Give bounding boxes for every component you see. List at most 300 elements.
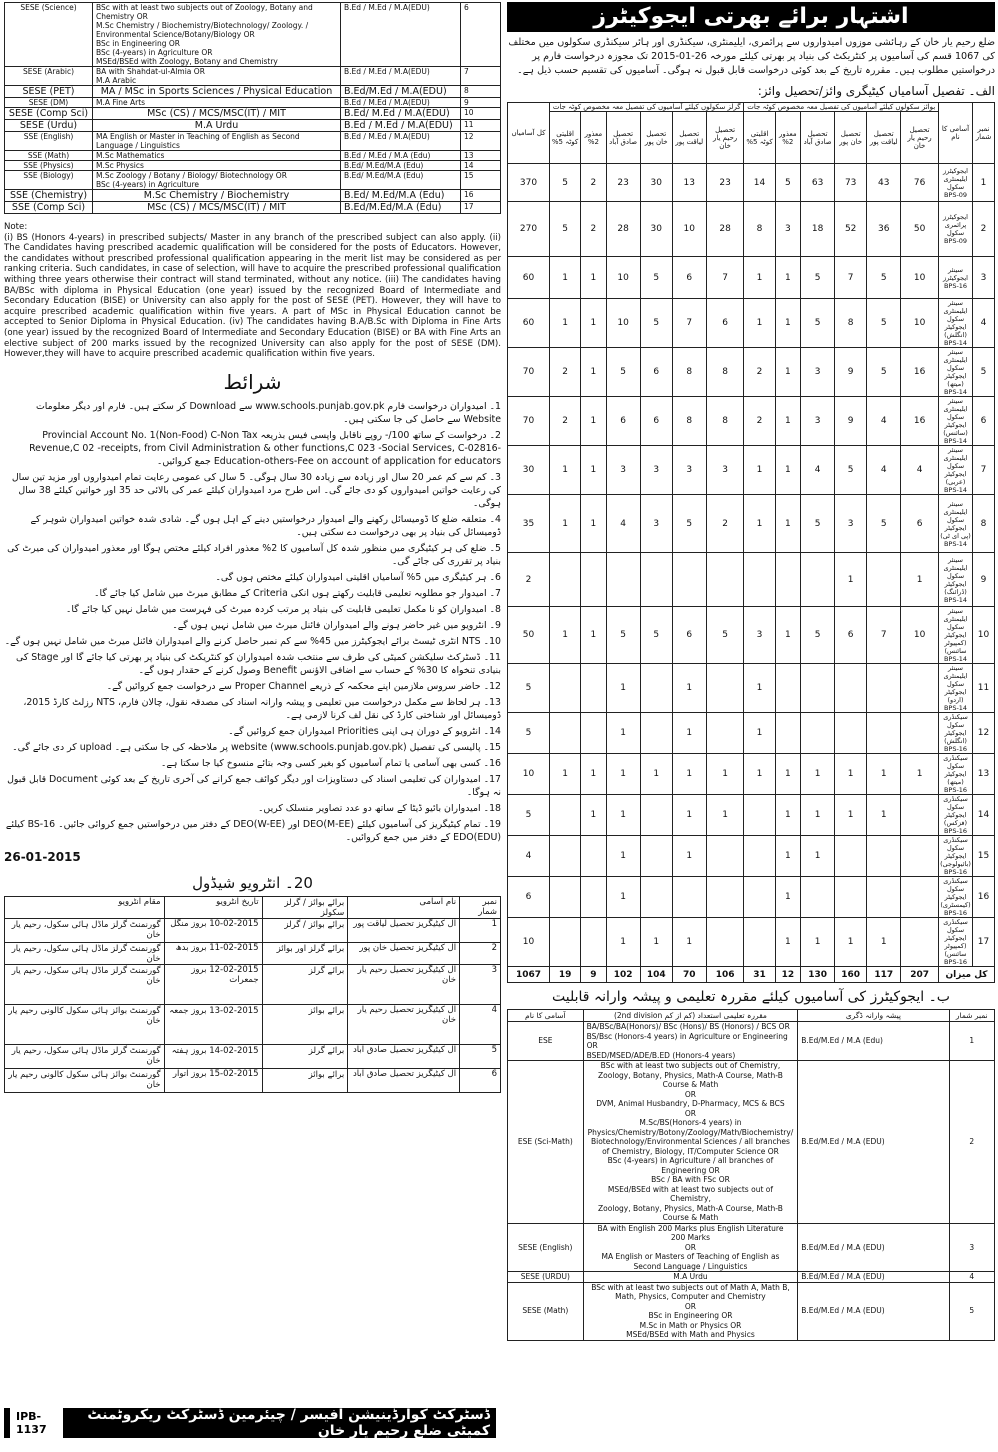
vacancy-row	[508, 202, 995, 257]
boys-count-cell: 43	[867, 164, 901, 202]
condition-item: 7۔ امیدوار جو مطلوبہ تعلیمی قابلیت رکھتے ہوں انکی Criteria کے مطابق میرٹ میں شامل کیا جائے گا۔	[93, 587, 501, 599]
professional-degree-cell: B.Ed/ M.Ed/M.A (Edu)	[341, 161, 461, 171]
serial-number-cell: 1	[949, 1022, 994, 1061]
schedule-cell: 15-02-2015 بروز اتوار	[164, 1068, 262, 1092]
boys-count-cell: 1	[744, 713, 775, 754]
girls-count-cell: 1	[550, 607, 581, 664]
serial-number-cell: 11	[461, 120, 501, 132]
boys-count-cell: 1	[867, 795, 901, 836]
girls-count-cell: 7	[672, 299, 706, 348]
professional-degree-cell: B.Ed/M.Ed / M.A (EDU)	[798, 1272, 949, 1283]
vacancy-row	[508, 446, 995, 495]
professional-degree-cell: B.Ed/M.Ed / M.A (EDU)	[798, 1061, 949, 1224]
post-name-cell: سینئر ایلیمنٹری سکول ایجوکیٹر (انگلش) BPS-14	[939, 299, 973, 348]
post-name-cell: SSE (Biology)	[5, 171, 93, 190]
vacancy-row	[508, 754, 995, 795]
post-name-cell: SSE (Math)	[5, 151, 93, 161]
boys-count-cell: 3	[744, 607, 775, 664]
boys-count-cell: 9	[835, 348, 867, 397]
qualification-row	[508, 1272, 995, 1283]
vacancy-section-title: الف۔ تفصیل آسامیاں کیٹیگری وائز/تحصیل وائز:	[757, 84, 995, 98]
total-cell: 10	[508, 918, 550, 967]
girls-count-cell: 1	[550, 299, 581, 348]
boys-count-cell	[867, 553, 901, 607]
total-cell: 10	[508, 754, 550, 795]
boys-count-cell	[901, 795, 939, 836]
serial-number-cell: 6	[461, 3, 501, 67]
girls-count-cell	[706, 877, 744, 918]
girls-count-cell	[640, 713, 672, 754]
post-name-cell: SESE (Comp Sci)	[5, 108, 93, 120]
girls-count-cell	[640, 664, 672, 713]
post-name-cell: سینئر ایلیمنٹری سکول ایجوکیٹر (اردو) BPS-14	[939, 664, 973, 713]
girls-count-cell: 1	[550, 495, 581, 553]
vacancy-row	[508, 836, 995, 877]
table-row	[5, 190, 501, 202]
vacancy-row	[508, 348, 995, 397]
note-title: Note:	[4, 222, 28, 232]
girls-count-cell: 5	[640, 299, 672, 348]
boys-count-cell: 52	[835, 202, 867, 257]
condition-item: 4۔ متعلقہ ضلع کا ڈومیسائل رکھنے والے امیدوار درخواستیں دینے کے اہل ہوں گے۔ شادی شدہ خواتین امیدواران شوہر کے ڈومیسائل کی بنیاد پر بھی درخواست دے سکتی ہیں۔	[30, 513, 501, 538]
girls-count-cell: 5	[550, 164, 581, 202]
girls-count-cell: 28	[706, 202, 744, 257]
boys-count-cell: 5	[801, 257, 835, 299]
note-section	[4, 222, 501, 360]
boys-count-cell: 1	[867, 754, 901, 795]
boys-count-cell: 9	[835, 397, 867, 446]
footer-bar	[4, 1408, 496, 1438]
boys-count-cell	[901, 918, 939, 967]
condition-item: 19۔ تمام کیٹیگریز کی آسامیوں کیلئے DEO(M-EE) اور DEO(W-EE) کے دفتر میں درخواستیں جمع کروائی جائیں۔ BS-16 کیلئے EDO(EDU) کے دفتر میں جمع کروائیں۔	[5, 818, 501, 843]
boys-count-cell	[801, 553, 835, 607]
girls-count-cell: 23	[606, 164, 640, 202]
professional-degree-cell: B.Ed/M.Ed / M.A (EDU)	[798, 1223, 949, 1272]
total-cell: 4	[508, 836, 550, 877]
boys-count-cell: 1	[867, 918, 901, 967]
boys-count-cell	[835, 664, 867, 713]
boys-count-cell: 1	[835, 795, 867, 836]
boys-count-cell	[744, 553, 775, 607]
girls-count-cell	[706, 836, 744, 877]
girls-count-cell: 1	[550, 754, 581, 795]
serial-number-cell: 15	[973, 836, 995, 877]
girls-count-cell	[550, 918, 581, 967]
right-column	[507, 2, 995, 1341]
serial-number-cell: 11	[973, 664, 995, 713]
boys-count-cell: 7	[835, 257, 867, 299]
boys-count-cell: 8	[835, 299, 867, 348]
condition-item: 18۔ امیدواران بائیو ڈیٹا کے ساتھ دو عدد تصاویر منسلک کریں۔	[257, 802, 501, 814]
girls-count-cell	[640, 877, 672, 918]
girls-count-cell	[706, 713, 744, 754]
schedule-cell: 10-02-2015 بروز منگل	[164, 918, 262, 942]
qualification-cell: MA / MSc in Sports Sciences / Physical Education	[93, 86, 341, 98]
girls-count-cell: 1	[706, 754, 744, 795]
total-cell: 70	[508, 397, 550, 446]
boys-count-cell: 63	[801, 164, 835, 202]
girls-count-cell: 8	[672, 397, 706, 446]
boys-count-cell: 1	[744, 754, 775, 795]
total-cell: 70	[508, 348, 550, 397]
schedule-cell: 6	[460, 1068, 501, 1092]
serial-number-cell: 10	[973, 607, 995, 664]
boys-count-cell: 7	[867, 607, 901, 664]
boys-count-cell: 1	[801, 836, 835, 877]
boys-count-cell: 1	[775, 299, 800, 348]
total-cell: 5	[508, 664, 550, 713]
boys-count-cell: 1	[775, 495, 800, 553]
table-row	[5, 67, 501, 86]
girls-count-cell: 5	[640, 257, 672, 299]
girls-count-cell: 6	[640, 348, 672, 397]
serial-number-cell: 13	[461, 151, 501, 161]
boys-count-cell: 1	[744, 495, 775, 553]
girls-count-cell: 1	[581, 795, 606, 836]
qualification-header: پیشہ وارانہ ڈگری	[798, 1010, 949, 1022]
schedule-cell: گورنمنٹ بوائز ہائی سکول کالونی رحیم یار خان	[5, 1004, 165, 1044]
intro-paragraph: ضلع رحیم یار خان کے رہائشی موزوں امیدواروں سے پرائمری، ایلیمنٹری، سیکنڈری اور ہائر سیکنڈری سکولوں میں مختلف کی 1067 قسم کی آسامیوں پر کنٹریکٹ کی بنیاد پر بھرتی کیلئے مورخہ 26-01-2015 تک مجوزہ درخواست فارم پر درخواستیں مطلوب ہیں۔ مقررہ تاریخ کے بعد کوئی درخواست قابل قبول نہ ہوگی۔ آسامیوں کی تقسیم حسب ذیل ہے۔	[508, 37, 995, 76]
vacancy-header: اقلیتی کوٹہ 5%	[744, 112, 775, 164]
total-cell: 60	[508, 299, 550, 348]
post-name-cell: SESE (Arabic)	[5, 67, 93, 86]
schedule-title: 20۔ انٹرویو شیڈول	[192, 873, 313, 892]
schedule-header: تاریخ انٹرویو	[164, 896, 262, 918]
schedule-cell: 3	[460, 964, 501, 1004]
qualification-section-title: ب۔ ایجوکیٹرز کی آسامیوں کیلئے مقررہ تعلیمی و پیشہ وارانہ قابلیت	[552, 989, 950, 1005]
qualification-row	[508, 1022, 995, 1061]
total-cell: 270	[508, 202, 550, 257]
serial-number-cell: 12	[461, 132, 501, 151]
girls-count-cell: 10	[606, 299, 640, 348]
professional-degree-cell: B.Ed/M.Ed / M.A(EDU)	[341, 86, 461, 98]
boys-count-cell	[744, 836, 775, 877]
table-row	[5, 108, 501, 120]
vacancy-header: آسامی کا نام	[939, 103, 973, 164]
post-name-cell: SESE (Urdu)	[5, 120, 93, 132]
table-row	[5, 202, 501, 214]
post-name-cell: سینئر ایلیمنٹری سکول ایجوکیٹر (پی ای ٹی) BPS-14	[939, 495, 973, 553]
condition-item: 9۔ انٹرویو میں غیر حاضر ہونے والے امیدواران فائنل میرٹ میں شامل نہیں ہوں گے۔	[172, 619, 501, 631]
girls-count-cell: 1	[581, 607, 606, 664]
qualification-cell: BA with Shahdat-ul-Almia OR M.A Arabic	[93, 67, 341, 86]
vacancy-row	[508, 164, 995, 202]
schedule-cell: آل کیٹیگریز تحصیل رحیم یار خان	[348, 964, 460, 1004]
post-name-cell: SSE (Physics)	[5, 161, 93, 171]
boys-total-cell: 160	[835, 967, 867, 983]
serial-number-cell: 17	[461, 202, 501, 214]
girls-count-cell: 2	[581, 164, 606, 202]
boys-count-cell: 76	[901, 164, 939, 202]
table-row	[5, 171, 501, 190]
girls-count-cell: 6	[672, 257, 706, 299]
boys-count-cell	[835, 713, 867, 754]
serial-number-cell: 13	[973, 754, 995, 795]
girls-count-cell	[550, 877, 581, 918]
vacancy-header: معذور 2%	[775, 112, 800, 164]
girls-count-cell: 1	[606, 877, 640, 918]
boys-count-cell: 1	[901, 754, 939, 795]
girls-count-cell: 6	[672, 607, 706, 664]
boys-count-cell: 5	[801, 495, 835, 553]
post-name-cell: SSE (Comp Sci)	[5, 202, 93, 214]
post-name-cell: سیکنڈری سکول ایجوکیٹر (میتھ) BPS-16	[939, 754, 973, 795]
professional-degree-cell: B.Ed / M.Ed / M.A (Edu)	[341, 151, 461, 161]
schedule-cell: برائے گرلز	[262, 964, 348, 1004]
serial-number-cell: 3	[949, 1223, 994, 1272]
girls-count-cell: 13	[672, 164, 706, 202]
boys-count-cell: 6	[835, 607, 867, 664]
serial-number-cell: 4	[949, 1272, 994, 1283]
qualification-row	[508, 1061, 995, 1224]
condition-item: 13۔ ہر لحاظ سے مکمل درخواست میں تعلیمی و پیشہ وارانہ اسناد کی مصدقہ نقول، چالان فارم، NTS رزلٹ کارڈ 2015، ڈومیسائل اور شناختی کارڈ کی نقل لف کرنا لازمی ہے۔	[23, 696, 501, 721]
vacancy-header: تحصیل رحیم یار خان	[706, 112, 744, 164]
schedule-row	[5, 1004, 501, 1044]
boys-count-cell: 2	[744, 397, 775, 446]
last-date: 26-01-2015	[4, 849, 81, 864]
vacancy-header: تحصیل لیاقت پور	[672, 112, 706, 164]
boys-count-cell: 5	[867, 257, 901, 299]
post-name-cell: سینئر ایلیمنٹری سکول ایجوکیٹر (کمپیوٹر سائنس) BPS-14	[939, 607, 973, 664]
girls-count-cell: 8	[706, 397, 744, 446]
boys-count-cell: 3	[801, 348, 835, 397]
girls-count-cell: 1	[672, 918, 706, 967]
boys-count-cell: 3	[775, 202, 800, 257]
boys-count-cell: 73	[835, 164, 867, 202]
professional-degree-cell: B.Ed/ M.Ed/M.A (Edu)	[341, 171, 461, 190]
girls-count-cell: 1	[672, 664, 706, 713]
condition-item: 16۔ کسی بھی آسامی یا تمام آسامیوں کو بغیر کسی وجہ بتائے منسوخ کیا جا سکتا ہے۔	[160, 757, 501, 769]
professional-degree-cell: B.Ed/M.Ed/M.A (Edu)	[341, 202, 461, 214]
schedule-cell: آل کیٹیگریز تحصیل خان پور	[348, 942, 460, 964]
boys-count-cell: 4	[801, 446, 835, 495]
post-name-cell: سینئر ایجوکیٹرز BPS-16	[939, 257, 973, 299]
boys-count-cell: 1	[901, 553, 939, 607]
professional-degree-cell: B.Ed / M.Ed / M.A(EDU)	[341, 120, 461, 132]
total-cell: 50	[508, 607, 550, 664]
girls-count-cell: 1	[581, 348, 606, 397]
boys-count-cell: 36	[867, 202, 901, 257]
boys-count-cell: 1	[744, 446, 775, 495]
boys-total-cell: 31	[744, 967, 775, 983]
qualification-cell: BA/BSc/BA(Honors)/ BSc (Hons)/ BS (Honors) / BCS OR BS/Bsc (Honors-4 years) in Agriculture or Engineering OR BSED/MSED/ADE/B.ED (Honors-4 years)	[583, 1022, 798, 1061]
boys-count-cell	[744, 918, 775, 967]
condition-item: 10۔ NTS انٹری ٹیسٹ برائے ایجوکیٹرز میں 45% سے کم نمبر حاصل کرنے والے امیدواران فائنل میرٹ میں شامل نہیں ہوں گے۔	[4, 635, 501, 647]
boys-count-cell: 4	[867, 446, 901, 495]
girls-count-cell: 1	[581, 495, 606, 553]
boys-count-cell: 1	[775, 348, 800, 397]
qualification-cell: MSc (CS) / MCS/MSC(IT) / MIT	[93, 108, 341, 120]
condition-item: 12۔ حاضر سروس ملازمین اپنے محکمہ کے ذریعے Proper Channel سے درخواست جمع کروائیں گے۔	[106, 680, 501, 692]
schedule-cell: گورنمنٹ گرلز ماڈل ہائی سکول، رحیم یار خان	[5, 1044, 165, 1068]
qualification-header: نمبر شمار	[949, 1010, 994, 1022]
girls-count-cell: 1	[550, 446, 581, 495]
girls-group-header: گرلز سکولوں کیلئے آسامیوں کی تفصیل معہ مخصوص کوٹہ جات	[550, 103, 744, 112]
serial-number-cell: 16	[973, 877, 995, 918]
boys-count-cell: 1	[744, 257, 775, 299]
professional-degree-cell: B.Ed/ M.Ed / M.A(EDU)	[341, 108, 461, 120]
vacancy-row	[508, 795, 995, 836]
schedule-cell: 14-02-2015 بروز ہفتہ	[164, 1044, 262, 1068]
girls-count-cell: 2	[706, 495, 744, 553]
serial-number-cell: 4	[973, 299, 995, 348]
boys-count-cell: 1	[775, 397, 800, 446]
girls-count-cell: 1	[606, 795, 640, 836]
post-name-cell: سینئر ایلیمنٹری سکول ایجوکیٹر (سائنس) BPS-14	[939, 397, 973, 446]
total-cell: 35	[508, 495, 550, 553]
boys-count-cell: 50	[901, 202, 939, 257]
girls-count-cell: 5	[606, 348, 640, 397]
boys-total-cell: 207	[901, 967, 939, 983]
girls-count-cell: 5	[606, 607, 640, 664]
total-cell: 60	[508, 257, 550, 299]
boys-count-cell: 5	[867, 495, 901, 553]
girls-count-cell: 1	[581, 299, 606, 348]
schedule-row	[5, 964, 501, 1004]
condition-item: 11۔ ڈسٹرکٹ سلیکشن کمیٹی کی طرف سے منتخب شدہ امیدواران کو کنٹریکٹ کی بنیاد پر بھرتی کیا جائے گا اور Stage کی بنیادی تنخواہ کا 30% کے حساب سے اضافی الاؤنس Benefit وصول کرنے کے حقدار ہوں گے۔	[16, 651, 501, 676]
boys-count-cell	[801, 877, 835, 918]
interview-schedule-table	[4, 896, 501, 1093]
boys-count-cell: 5	[867, 348, 901, 397]
qualification-cell: MSc (CS) / MCS/MSC(IT) / MIT	[93, 202, 341, 214]
schedule-cell: 11-02-2015 بروز بدھ	[164, 942, 262, 964]
total-cell: 5	[508, 713, 550, 754]
condition-item: 2۔ درخواست کے ساتھ 100/- روپے ناقابل واپسی فیس بذریعہ Provincial Account No. 1(Non-Food) C-Non Tax Revenue,C 02 -receipts, from Civil Administration & other functions,C 023 -Social Services, C-02816-Education-others-Fee on account of application for educators جمع کروائیں۔	[29, 429, 501, 467]
girls-count-cell: 1	[706, 795, 744, 836]
vacancy-header: نمبر شمار	[973, 103, 995, 164]
girls-count-cell: 3	[706, 446, 744, 495]
boys-count-cell: 5	[801, 299, 835, 348]
girls-count-cell: 10	[672, 202, 706, 257]
boys-count-cell: 5	[801, 607, 835, 664]
serial-number-cell: 5	[973, 348, 995, 397]
girls-count-cell: 1	[672, 795, 706, 836]
post-name-cell: سینئر ایلیمنٹری سکول ایجوکیٹر (میتھ) BPS-14	[939, 348, 973, 397]
boys-count-cell: 10	[901, 257, 939, 299]
left-column	[4, 2, 501, 1093]
girls-count-cell: 6	[640, 397, 672, 446]
schedule-row	[5, 1068, 501, 1092]
boys-count-cell: 1	[775, 836, 800, 877]
schedule-cell: 1	[460, 918, 501, 942]
condition-item: 5۔ ضلع کی ہر کیٹیگری میں منظور شدہ کل آسامیوں کا 2% معذور افراد کیلئے مختص ہوگا اور معذور امیدواران کی میرٹ کی بنیاد پر تقرری کی جائے گی۔	[7, 542, 501, 567]
total-cell: 30	[508, 446, 550, 495]
girls-count-cell: 30	[640, 202, 672, 257]
schedule-cell: آل کیٹیگریز تحصیل صادق آباد	[348, 1044, 460, 1068]
total-cell: 5	[508, 795, 550, 836]
serial-number-cell: 2	[949, 1061, 994, 1224]
qualification-cell: M.Sc Mathematics	[93, 151, 341, 161]
vacancy-row	[508, 257, 995, 299]
serial-number-cell: 12	[973, 713, 995, 754]
girls-count-cell	[581, 918, 606, 967]
vacancy-header-row	[508, 112, 995, 164]
girls-count-cell: 8	[706, 348, 744, 397]
post-name-cell: سیکنڈری سکول ایجوکیٹر (کیمسٹری) BPS-16	[940, 877, 971, 917]
girls-count-cell	[672, 553, 706, 607]
post-name-cell: سینئر ایلیمنٹری سکول ایجوکیٹر (عربی) BPS-14	[939, 446, 973, 495]
girls-count-cell: 5	[550, 202, 581, 257]
girls-count-cell: 1	[581, 397, 606, 446]
serial-number-cell: 8	[973, 495, 995, 553]
girls-count-cell	[640, 553, 672, 607]
schedule-cell: برائے گرلز اور بوائز	[262, 942, 348, 964]
serial-number-cell: 3	[973, 257, 995, 299]
total-cell: 370	[508, 164, 550, 202]
serial-number-cell: 10	[461, 108, 501, 120]
boys-count-cell	[901, 664, 939, 713]
girls-count-cell	[640, 795, 672, 836]
qualification-cell: M.Sc Physics	[93, 161, 341, 171]
vacancy-header: اقلیتی کوٹہ 5%	[550, 112, 581, 164]
girls-count-cell	[706, 553, 744, 607]
girls-count-cell	[706, 664, 744, 713]
girls-total-cell: 19	[550, 967, 581, 983]
qualification-row	[508, 1282, 995, 1340]
serial-number-cell: 7	[973, 446, 995, 495]
girls-count-cell: 1	[640, 754, 672, 795]
schedule-cell: آل کیٹیگریز تحصیل لیاقت پور	[348, 918, 460, 942]
boys-count-cell: 16	[901, 397, 939, 446]
post-name-cell: SESE (English)	[508, 1223, 584, 1272]
girls-count-cell: 1	[606, 836, 640, 877]
girls-count-cell: 8	[672, 348, 706, 397]
grand-total-cell: 1067	[508, 967, 550, 983]
girls-total-cell: 102	[606, 967, 640, 983]
note-text: (i) BS (Honors 4-years) in prescribed subjects/ Master in any branch of the prescribed subject can also apply. (ii) The Candidates having prescribed academic qualification will be considered for the posts of Educators. However, the candidates without prescribed professional qualification appearing in the merit list may be considered as per ranking criteria. Such candidates, in case of selection, will have to acquire the prescribed professional qualification withing three years otherwise their contract will stand terminated, without any notice. (iii) The candidates having BA/BSc with diploma in Physical Education (one year) issued by the recognized Board of Intermediate and Secondary Education (BISE) or University can also apply for the post of SESE (PET). However, they will have to acquire prescribed academic qualification within five years. A part of MSc in Physical Education cannot be accepted to Senior Diploma in Physical Education. (iv) The candidates having B.A/B.Sc with Diploma in Fine Arts (one year) issued by the recognized Board of Intermediate and Secondary Education (BISE) or BA with Fine Arts an elective subject of 200 marks issued by the recognized University can also apply for the post of SESE (DM). However,they will have to acquire prescribed academic qualification within five years.	[4, 232, 501, 360]
serial-number-cell: 9	[461, 98, 501, 108]
girls-count-cell: 2	[550, 397, 581, 446]
vacancy-row	[508, 607, 995, 664]
boys-total-cell: 130	[801, 967, 835, 983]
boys-count-cell	[775, 713, 800, 754]
girls-count-cell: 28	[606, 202, 640, 257]
vacancy-row	[508, 664, 995, 713]
schedule-cell: آل کیٹیگریز تحصیل صادق آباد	[348, 1068, 460, 1092]
schedule-header: نمبر شمار	[460, 896, 501, 918]
girls-count-cell: 5	[706, 607, 744, 664]
boys-count-cell	[867, 836, 901, 877]
girls-count-cell	[550, 713, 581, 754]
boys-count-cell: 4	[867, 397, 901, 446]
boys-count-cell: 1	[835, 754, 867, 795]
girls-count-cell: 1	[640, 918, 672, 967]
boys-count-cell	[901, 836, 939, 877]
boys-count-cell: 1	[801, 754, 835, 795]
girls-count-cell	[581, 877, 606, 918]
condition-item: 3۔ کم سے کم عمر 20 سال اور زیادہ سے زیادہ 30 سال ہوگی۔ 5 سال کی عمومی رعایت تمام امیدواروں اور مزید تین سال کی رعایت خواتین امیدواروں کو دی جائے گی۔ اس طرح مرد امیدواران کیلئے عمر کی بالائی حد 35 اور خواتین کیلئے 38 سال ہوگی۔	[11, 471, 501, 509]
boys-count-cell	[775, 664, 800, 713]
boys-count-cell: 5	[775, 164, 800, 202]
boys-count-cell: 1	[744, 299, 775, 348]
girls-count-cell: 30	[640, 164, 672, 202]
vacancy-row	[508, 918, 995, 967]
girls-count-cell: 1	[581, 257, 606, 299]
boys-count-cell: 4	[901, 446, 939, 495]
boys-count-cell: 1	[775, 607, 800, 664]
condition-item: 1۔ امیدواران درخواست فارم www.schools.punjab.gov.pk سے Download کر سکتے ہیں۔ فارم اور دیگر معلومات Website سے حاصل کی جا سکتی ہیں۔	[35, 400, 501, 425]
boys-count-cell: 8	[744, 202, 775, 257]
schedule-header: مقام انٹرویو	[5, 896, 165, 918]
boys-count-cell	[775, 553, 800, 607]
vacancy-row	[508, 877, 995, 918]
schedule-cell: 12-02-2015 بروز جمعرات	[164, 964, 262, 1004]
schedule-cell: 5	[460, 1044, 501, 1068]
girls-count-cell	[581, 553, 606, 607]
condition-item: 17۔ امیدواران کی تعلیمی اسناد کی دستاویزات اور دیگر کوائف جمع کرانے کی آخری تاریخ کے بعد کوئی Document قابل قبول نہ ہوگا۔	[7, 773, 501, 798]
boys-count-cell: 1	[744, 664, 775, 713]
conditions-heading: شرائط	[223, 369, 282, 394]
